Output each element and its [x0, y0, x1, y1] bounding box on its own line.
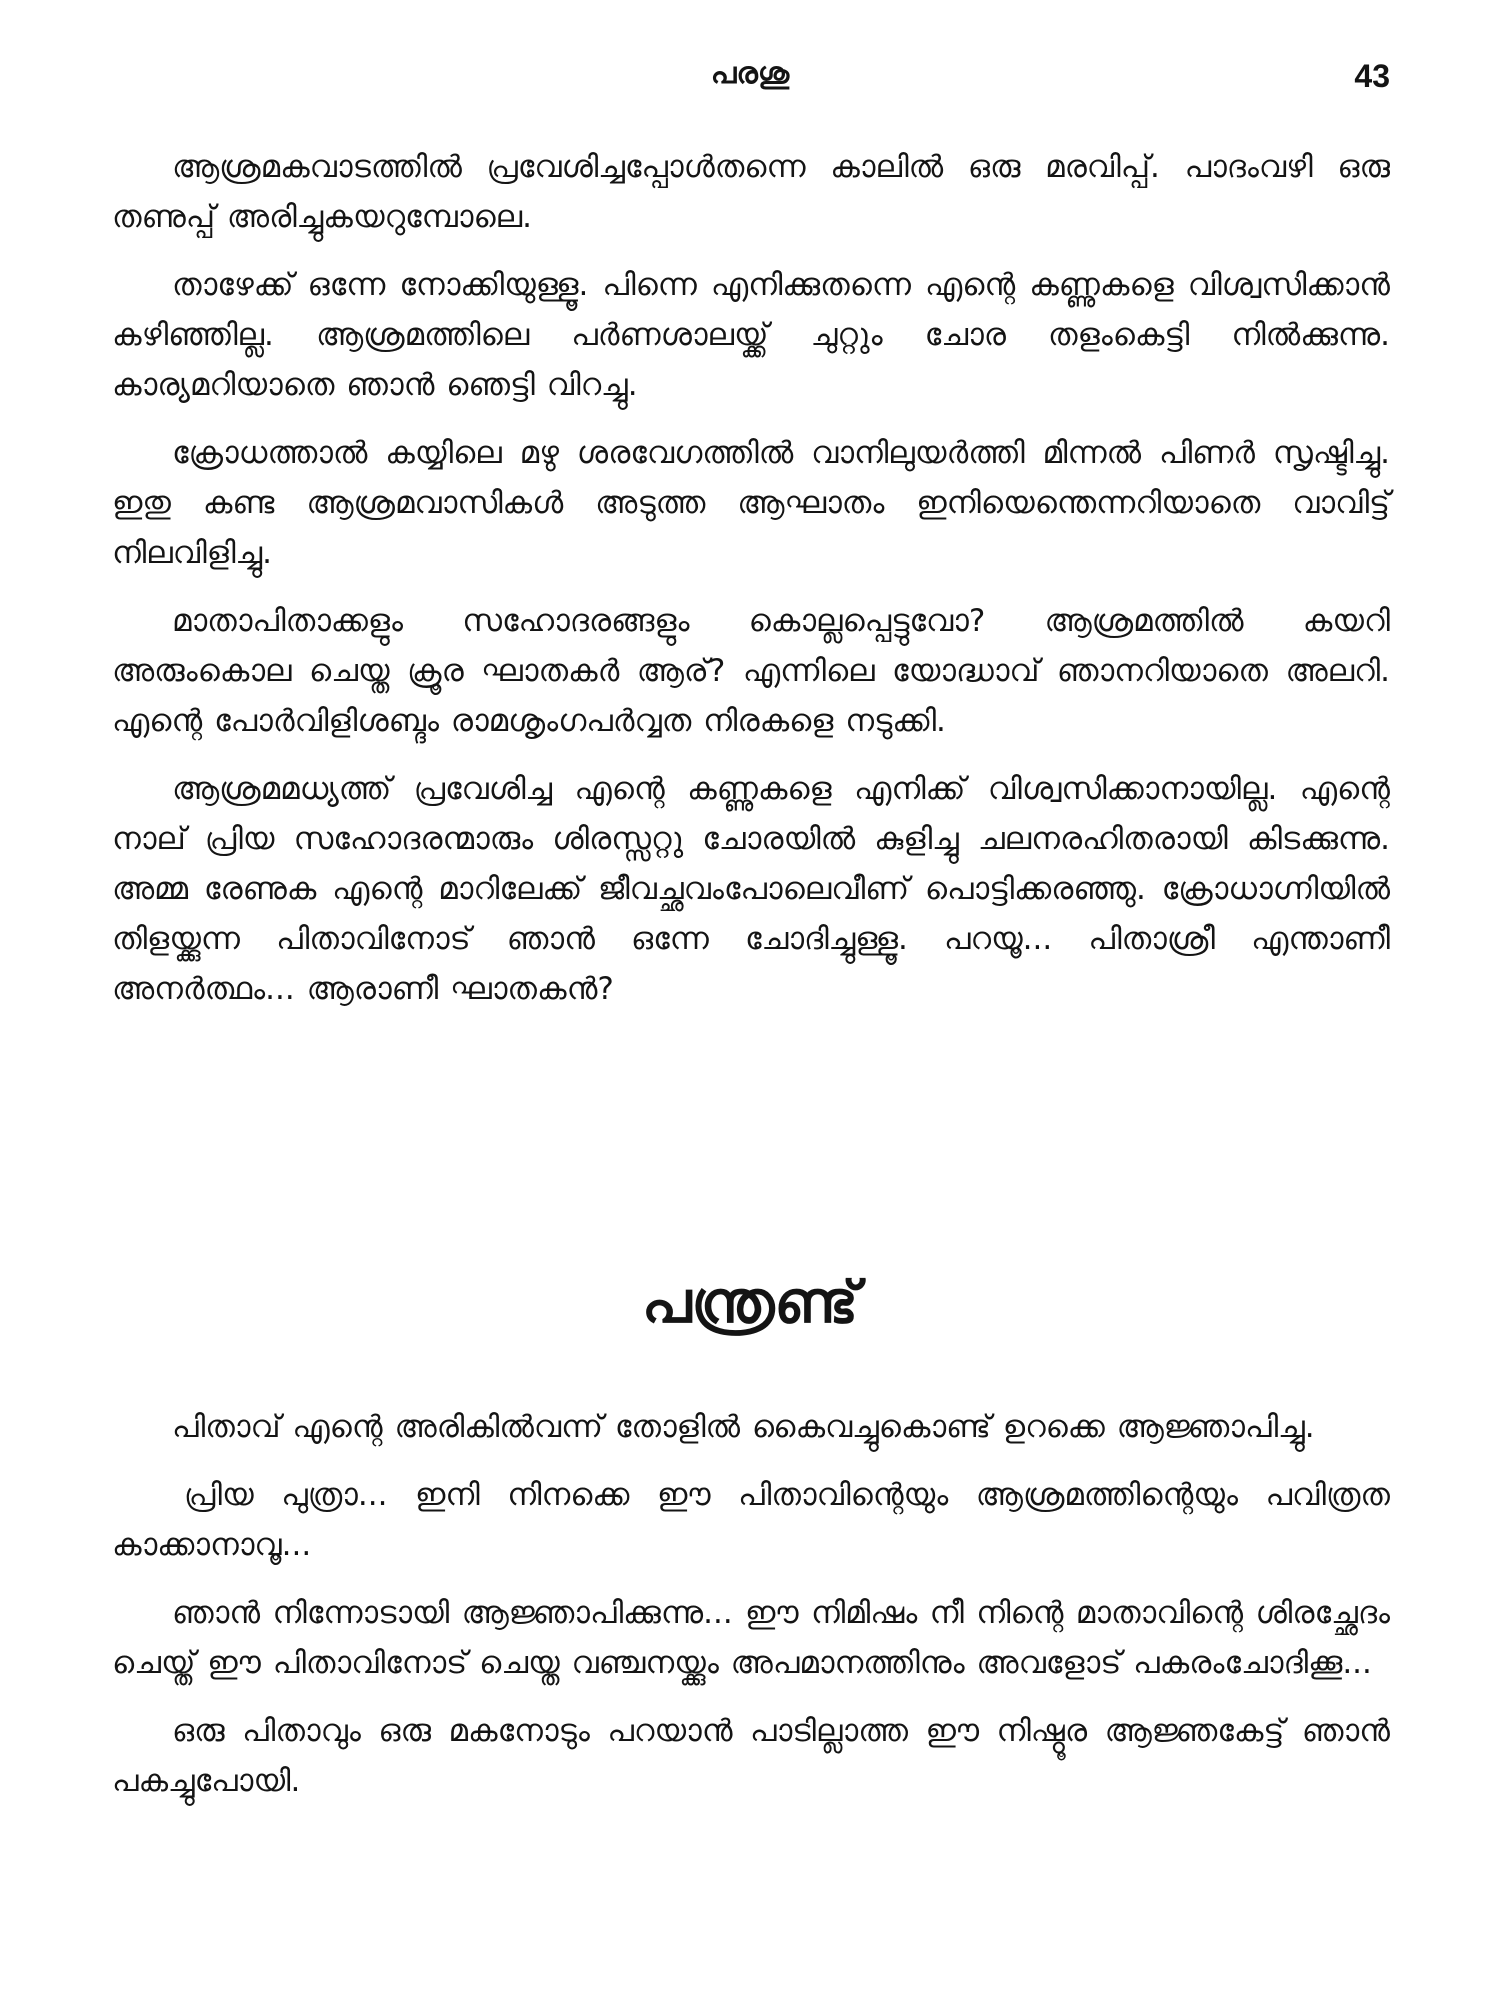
paragraph: ഞാൻ നിന്നോടായി ആജ്ഞാപിക്കുന്നു... ഈ നിമിഷം നീ നിന്റെ മാതാവിന്റെ ശിരച്ഛേദം ചെയ്ത് ഈ പിതാവിനോട് ചെയ്ത വഞ്ചനയ്ക്കും അപമാനത്തിനും അവളോട് പകരംചോദിക്കൂ...	[112, 1595, 1390, 1681]
chapter-title: പന്ത്രണ്ട്	[641, 1268, 859, 1336]
text-block-before-chapter	[112, 142, 1390, 1014]
paragraph: പ്രിയ പുത്രാ... ഇനി നിനക്കെ ഈ പിതാവിന്റെയും ആശ്രമത്തിന്റെയും പവിത്രത കാക്കാനാവൂ...	[112, 1477, 1390, 1563]
paragraph: മാതാപിതാക്കളും സഹോദരങ്ങളും കൊല്ലപ്പെട്ടുവോ? ആശ്രമത്തിൽ കയറി അരുംകൊല ചെയ്ത ക്രൂര ഘാതകർ ആര്? എന്നിലെ യോദ്ധാവ് ഞാനറിയാതെ അലറി. എന്റെ പോർവിളിശബ്ദം രാമശൃംഗപർവ്വത നിരകളെ നടുക്കി.	[112, 603, 1390, 739]
paragraph: ക്രോധത്താൽ കയ്യിലെ മഴു ശരവേഗത്തിൽ വാനിലുയർത്തി മിന്നൽ പിണർ സൃഷ്ടിച്ചു. ഇതു കണ്ട ആശ്രമവാസികൾ അടുത്ത ആഘാതം ഇനിയെന്തെന്നറിയാതെ വാവിട്ട് നിലവിളിച്ചു.	[112, 435, 1390, 571]
running-header	[0, 52, 1500, 96]
chapter-text-block	[112, 1402, 1390, 1824]
paragraph: ഒരു പിതാവും ഒരു മകനോടും പറയാൻ പാടില്ലാത്ത ഈ നിഷ്ഠൂര ആജ്ഞകേട്ട് ഞാൻ പകച്ചുപോയി.	[112, 1713, 1390, 1799]
page-number: 43	[1354, 58, 1390, 94]
paragraph: ആശ്രമകവാടത്തിൽ പ്രവേശിച്ചപ്പോൾതന്നെ കാലിൽ ഒരു മരവിപ്പ്. പാദംവഴി ഒരു തണുപ്പ് അരിച്ചുകയറുമ്പോലെ.	[112, 149, 1390, 235]
paragraph: താഴേക്ക് ഒന്നേ നോക്കിയുള്ളൂ. പിന്നെ എനിക്കുതന്നെ എന്റെ കണ്ണുകളെ വിശ്വസിക്കാൻ കഴിഞ്ഞില്ല. ആശ്രമത്തിലെ പർണശാലയ്ക്ക് ചുറ്റും ചോര തളംകെട്ടി നിൽക്കുന്നു. കാര്യമറിയാതെ ഞാൻ ഞെട്ടി വിറച്ചു.	[112, 267, 1390, 403]
paragraph: പിതാവ് എന്റെ അരികിൽവന്ന് തോളിൽ കൈവച്ചുകൊണ്ട് ഉറക്കെ ആജ്ഞാപിച്ചു.	[172, 1409, 1315, 1445]
running-title: പരശു	[710, 56, 790, 91]
paragraph: ആശ്രമമധ്യത്ത് പ്രവേശിച്ച എന്റെ കണ്ണുകളെ എനിക്ക് വിശ്വസിക്കാനായില്ല. എന്റെ നാല് പ്രിയ സഹോദരന്മാരും ശിരസ്സറ്റു ചോരയിൽ കുളിച്ചു ചലനരഹിതരായി കിടക്കുന്നു. അമ്മ രേണുക എന്റെ മാറിലേക്ക് ജീവച്ഛവംപോലെവീണ് പൊട്ടിക്കരഞ്ഞു. ക്രോധാഗ്നിയിൽ തിളയ്ക്കുന്ന പിതാവിനോട് ഞാൻ ഒന്നേ ചോദിച്ചുള്ളൂ. പറയൂ... പിതാശ്രീ എന്താണീ അനർത്ഥം... ആരാണീ ഘാതകൻ?	[112, 771, 1390, 1007]
